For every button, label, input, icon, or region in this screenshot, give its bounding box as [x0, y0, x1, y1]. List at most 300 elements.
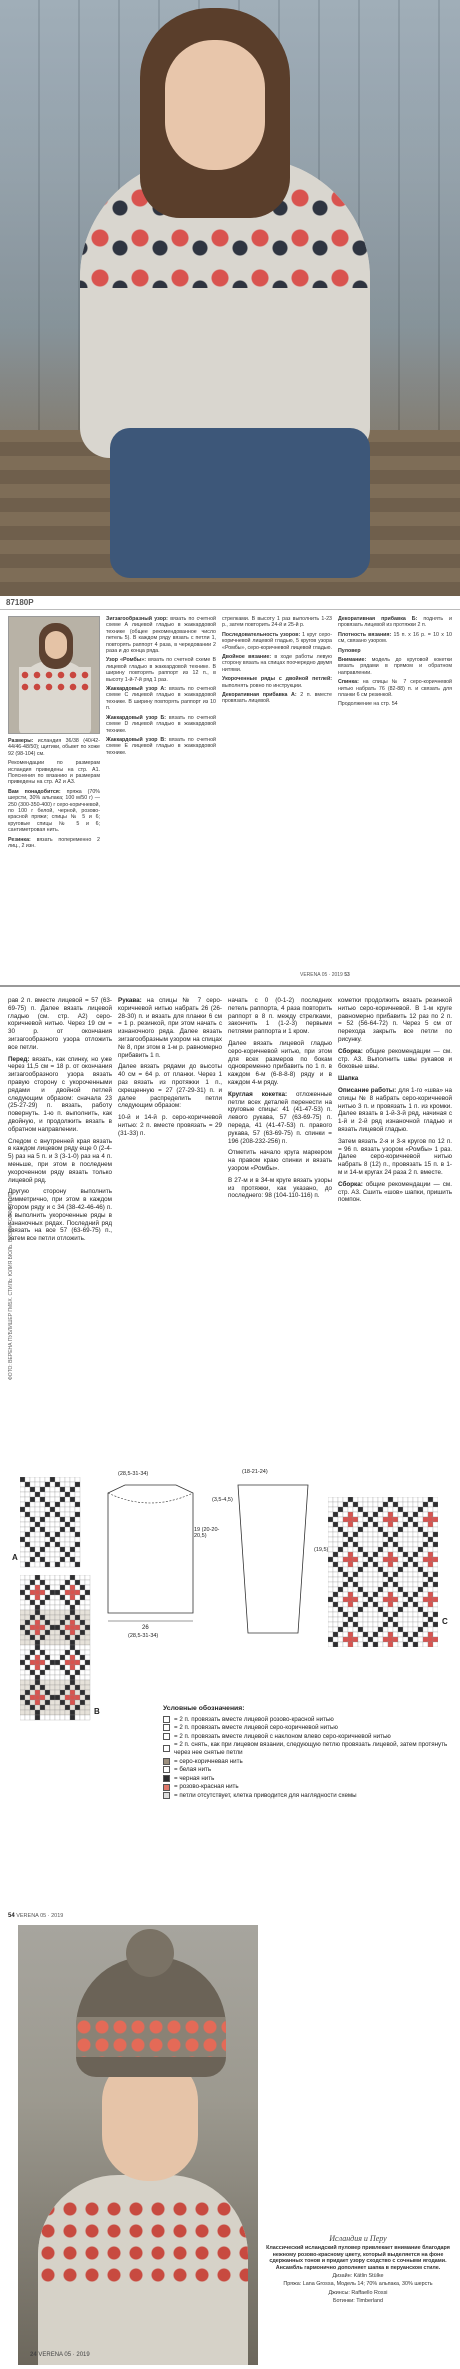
chart-cell — [40, 1482, 45, 1487]
chart-cell — [433, 1597, 438, 1602]
chart-cell — [373, 1552, 378, 1557]
chart-cell — [433, 1627, 438, 1632]
chart-cell — [50, 1522, 55, 1527]
chart-cell — [418, 1582, 423, 1587]
paragraph — [228, 1177, 332, 1200]
chart-cell — [433, 1562, 438, 1567]
chart-cell — [388, 1577, 393, 1582]
chart-cell — [45, 1542, 50, 1547]
chart-cell — [378, 1532, 383, 1537]
chart-cell — [45, 1660, 50, 1665]
chart-cell — [65, 1650, 70, 1655]
chart-cell — [40, 1665, 45, 1670]
chart-cell — [433, 1612, 438, 1617]
chart-cell — [343, 1567, 348, 1572]
chart-cell — [35, 1502, 40, 1507]
chart-cell — [388, 1517, 393, 1522]
chart-cell — [348, 1597, 353, 1602]
chart-cell — [333, 1537, 338, 1542]
chart-cell — [85, 1660, 90, 1665]
chart-cell — [65, 1542, 70, 1547]
chart-cell — [35, 1527, 40, 1532]
chart-cell — [20, 1650, 25, 1655]
caption-body: Классический исландский пуловер привлекает внимание благодаря нежному розово-красному цвету, который выделяется на фоне сдержанных тонов и придает узору сходство с сочными ягодами. Ансамбль гармонично дополняет шапка в перуанском стиле. — [266, 2245, 450, 2271]
chart-cell — [393, 1517, 398, 1522]
chart-cell — [398, 1607, 403, 1612]
chart-cell — [418, 1537, 423, 1542]
chart-cell — [55, 1665, 60, 1670]
chart-cell — [408, 1612, 413, 1617]
chart-cell — [348, 1527, 353, 1532]
chart-cell — [363, 1557, 368, 1562]
chart-cell — [25, 1635, 30, 1640]
paragraph-text: кометки продолжить вязать резинкой нитью серо-коричневой. В 1-м круге равномерно прибавить 12 раз по 2 п. = 52 (56-64-72) п. Через 5 см от перехода закрыть все петли по рисунку. — [338, 997, 452, 1043]
dim-side: (3,5-4,5) — [212, 1497, 233, 1503]
chart-cell — [80, 1685, 85, 1690]
chart-cell — [35, 1477, 40, 1482]
chart-cell — [20, 1497, 25, 1502]
chart-cell — [55, 1585, 60, 1590]
chart-cell — [40, 1650, 45, 1655]
chart-cell — [388, 1497, 393, 1502]
chart-cell — [45, 1532, 50, 1537]
chart-cell — [393, 1637, 398, 1642]
chart-cell — [60, 1700, 65, 1705]
chart-cell — [85, 1585, 90, 1590]
chart-cell — [368, 1507, 373, 1512]
chart-cell — [353, 1557, 358, 1562]
chart-cell — [65, 1605, 70, 1610]
chart-cell — [85, 1650, 90, 1655]
chart-cell — [70, 1492, 75, 1497]
chart-cell — [55, 1675, 60, 1680]
legend-item — [163, 1724, 453, 1732]
chart-cell — [70, 1645, 75, 1650]
chart-cell — [338, 1637, 343, 1642]
chart-cell — [348, 1517, 353, 1522]
chart-cell — [358, 1577, 363, 1582]
chart-cell — [408, 1622, 413, 1627]
chart-cell — [50, 1502, 55, 1507]
chart-cell — [433, 1587, 438, 1592]
chart-cell — [408, 1637, 413, 1642]
chart-cell — [418, 1532, 423, 1537]
chart-cell — [398, 1627, 403, 1632]
chart-cell — [348, 1627, 353, 1632]
chart-cell — [50, 1660, 55, 1665]
chart-cell — [343, 1532, 348, 1537]
chart-cell — [45, 1600, 50, 1605]
paragraph-text: вязать по счетной схеме В лицевой гладью в жаккардовой технике. В ширину повторять раппорт из 12 п., в высоту 1-й-7-й ряд 1 раз. — [106, 657, 216, 683]
chart-cell — [55, 1700, 60, 1705]
chart-cell — [423, 1542, 428, 1547]
chart-cell — [80, 1705, 85, 1710]
chart-cell — [378, 1627, 383, 1632]
chart-cell — [70, 1690, 75, 1695]
chart-cell — [60, 1532, 65, 1537]
chart-cell — [358, 1587, 363, 1592]
chart-cell — [423, 1572, 428, 1577]
chart-cell — [85, 1695, 90, 1700]
chart-cell — [75, 1482, 80, 1487]
chart-cell — [373, 1592, 378, 1597]
chart-cell — [55, 1497, 60, 1502]
body-outline — [108, 1485, 193, 1613]
chart-cell — [423, 1522, 428, 1527]
chart-cell — [423, 1577, 428, 1582]
chart-cell — [338, 1512, 343, 1517]
paragraph-text: Рекомендации по размерам исландия приведены на стр. А1. Пояснения по вязанию и размерам приведены на стр. А2 и А3. — [8, 760, 100, 786]
chart-cell — [55, 1605, 60, 1610]
chart-cell — [45, 1620, 50, 1625]
chart-cell — [428, 1572, 433, 1577]
sleeve-schematic — [228, 1473, 318, 1643]
chart-cell — [373, 1537, 378, 1542]
chart-cell — [85, 1595, 90, 1600]
chart-cell — [353, 1562, 358, 1567]
chart-cell — [378, 1582, 383, 1587]
chart-cell — [40, 1640, 45, 1645]
chart-cell — [80, 1625, 85, 1630]
chart-cell — [25, 1595, 30, 1600]
chart-cell — [35, 1640, 40, 1645]
chart-cell — [35, 1705, 40, 1710]
chart-cell — [65, 1517, 70, 1522]
chart-cell — [40, 1537, 45, 1542]
page2-column-2 — [118, 997, 222, 1467]
chart-cell — [393, 1537, 398, 1542]
chart-cell — [393, 1582, 398, 1587]
chart-cell — [30, 1665, 35, 1670]
chart-cell — [75, 1670, 80, 1675]
chart-cell — [65, 1595, 70, 1600]
page1-column-2 — [106, 616, 216, 974]
chart-cell — [393, 1587, 398, 1592]
chart-cell — [20, 1680, 25, 1685]
chart-cell — [55, 1522, 60, 1527]
chart-cell — [388, 1617, 393, 1622]
chart-cell — [413, 1627, 418, 1632]
paragraph — [8, 760, 100, 786]
chart-cell — [358, 1642, 363, 1647]
chart-cell — [433, 1592, 438, 1597]
chart-cell — [388, 1512, 393, 1517]
chart-cell — [423, 1512, 428, 1517]
chart-cell — [378, 1612, 383, 1617]
chart-cell — [65, 1580, 70, 1585]
chart-cell — [428, 1557, 433, 1562]
chart-cell — [25, 1710, 30, 1715]
chart-cell — [55, 1680, 60, 1685]
chart-cell — [343, 1512, 348, 1517]
chart-cell — [333, 1597, 338, 1602]
chart-cell — [388, 1622, 393, 1627]
chart-cell — [35, 1665, 40, 1670]
chart-cell — [40, 1507, 45, 1512]
chart-cell — [388, 1547, 393, 1552]
chart-cell — [50, 1497, 55, 1502]
chart-b — [20, 1575, 92, 1721]
chart-cell — [338, 1557, 343, 1562]
chart-cell — [30, 1695, 35, 1700]
model-figure — [70, 8, 390, 568]
chart-cell — [30, 1482, 35, 1487]
chart-cell — [60, 1665, 65, 1670]
chart-cell — [25, 1655, 30, 1660]
chart-cell — [40, 1532, 45, 1537]
chart-cell — [418, 1547, 423, 1552]
chart-cell — [55, 1630, 60, 1635]
chart-cell — [30, 1517, 35, 1522]
chart-cell — [55, 1482, 60, 1487]
chart-cell — [398, 1582, 403, 1587]
chart-cell — [343, 1562, 348, 1567]
chart-cell — [328, 1622, 333, 1627]
chart-cell — [383, 1532, 388, 1537]
chart-cell — [50, 1532, 55, 1537]
chart-cell — [348, 1557, 353, 1562]
chart-cell — [328, 1517, 333, 1522]
chart-cell — [398, 1522, 403, 1527]
chart-cell — [413, 1597, 418, 1602]
chart-cell — [30, 1705, 35, 1710]
paragraph — [338, 1138, 452, 1177]
chart-cell — [25, 1660, 30, 1665]
legend-title: Условные обозначения: — [163, 1705, 245, 1712]
chart-cell — [75, 1695, 80, 1700]
chart-cell — [55, 1650, 60, 1655]
chart-cell — [60, 1497, 65, 1502]
chart-cell — [55, 1595, 60, 1600]
chart-cell — [333, 1552, 338, 1557]
chart-cell — [363, 1612, 368, 1617]
chart-cell — [60, 1675, 65, 1680]
chart-cell — [45, 1527, 50, 1532]
chart-cell — [368, 1527, 373, 1532]
chart-cell — [30, 1512, 35, 1517]
chart-cell — [433, 1542, 438, 1547]
chart-cell — [40, 1477, 45, 1482]
chart-cell — [65, 1590, 70, 1595]
chart-cell — [75, 1680, 80, 1685]
chart-cell — [338, 1617, 343, 1622]
chart-cell — [25, 1695, 30, 1700]
model-face — [165, 40, 265, 170]
chart-cell — [373, 1497, 378, 1502]
paragraph-heading: Жаккардовый узор В: — [106, 736, 169, 743]
caption-jeans: Джинсы: Raffaello Rossi — [328, 2289, 388, 2296]
chart-cell — [35, 1585, 40, 1590]
chart-cell — [428, 1592, 433, 1597]
chart-cell — [50, 1635, 55, 1640]
chart-cell — [418, 1517, 423, 1522]
chart-cell — [348, 1542, 353, 1547]
chart-cell — [333, 1527, 338, 1532]
paragraph-text: Далее вязать рядами до высоты 40 см = 64 р. от планки. Через 1 раз вязать из протяжки 1 п., скрещенную = 27 (27-29-31) п. и далее распределить петли следующим образом: — [118, 1063, 222, 1110]
chart-cell — [353, 1552, 358, 1557]
paragraph-text: 15 п. х 16 р. = 10 х 10 см, связано узором. — [338, 631, 452, 645]
chart-cell — [70, 1557, 75, 1562]
chart-cell — [433, 1557, 438, 1562]
chart-cell — [328, 1552, 333, 1557]
chart-cell — [353, 1517, 358, 1522]
chart-cell — [338, 1502, 343, 1507]
chart-cell — [393, 1632, 398, 1637]
chart-cell — [60, 1502, 65, 1507]
chart-cell — [55, 1552, 60, 1557]
chart-cell — [55, 1670, 60, 1675]
chart-cell — [30, 1522, 35, 1527]
chart-cell — [40, 1685, 45, 1690]
chart-cell — [65, 1557, 70, 1562]
chart-cell — [393, 1592, 398, 1597]
chart-cell — [358, 1617, 363, 1622]
chart-cell — [428, 1632, 433, 1637]
chart-cell — [373, 1507, 378, 1512]
paragraph — [338, 701, 452, 707]
chart-cell — [388, 1552, 393, 1557]
chart-cell — [378, 1572, 383, 1577]
paragraph — [338, 1075, 452, 1083]
paragraph-text: поднять и провязать лицевой из протяжки 2 п. — [338, 616, 452, 629]
chart-cell — [80, 1675, 85, 1680]
chart-cell — [20, 1710, 25, 1715]
chart-cell — [353, 1497, 358, 1502]
chart-cell — [25, 1625, 30, 1630]
paragraph-text: Затем вязать 2-я и 3-я кругов по 12 п. = 96 п. вязать узором «Ромбы» 1 раз. Далее серо-коричневой нитью набрать 8 (12) п., провязать 15 п. в 1-м и 14-м кругах 24 раза 2 п. вместе. — [338, 1137, 452, 1176]
chart-cell — [45, 1675, 50, 1680]
chart-cell — [413, 1557, 418, 1562]
chart-cell — [423, 1637, 428, 1642]
chart-cell — [328, 1512, 333, 1517]
chart-cell — [45, 1537, 50, 1542]
chart-cell — [40, 1547, 45, 1552]
page2-column-3 — [228, 997, 332, 1467]
chart-cell — [25, 1690, 30, 1695]
chart-cell — [333, 1507, 338, 1512]
chart-cell — [55, 1695, 60, 1700]
chart-cell — [433, 1602, 438, 1607]
chart-cell — [35, 1600, 40, 1605]
paragraph-heading: Размеры: — [8, 738, 38, 744]
chart-cell — [60, 1562, 65, 1567]
chart-cell — [433, 1502, 438, 1507]
chart-cell — [20, 1705, 25, 1710]
chart-cell — [398, 1602, 403, 1607]
chart-cell — [80, 1605, 85, 1610]
chart-cell — [333, 1567, 338, 1572]
chart-cell — [70, 1605, 75, 1610]
chart-cell — [75, 1522, 80, 1527]
chart-cell — [50, 1590, 55, 1595]
chart-cell — [353, 1537, 358, 1542]
paragraph-text: Продолжение на стр. 54 — [338, 701, 398, 708]
chart-cell — [423, 1567, 428, 1572]
paragraph-text: рав 2 п. вместе лицевой = 57 (63-69-75) п. Далее вязать лицевой гладью (см. стр. А2) серо-коричневой нитью. Через 19 см = 30 р. от окончания зигзагообразного узора отложить все петли. — [8, 997, 112, 1051]
chart-cell — [433, 1607, 438, 1612]
chart-cell — [50, 1492, 55, 1497]
chart-cell — [403, 1572, 408, 1577]
chart-cell — [60, 1590, 65, 1595]
chart-cell — [60, 1655, 65, 1660]
chart-cell — [40, 1600, 45, 1605]
chart-cell — [50, 1600, 55, 1605]
chart-cell — [358, 1557, 363, 1562]
chart-cell — [40, 1487, 45, 1492]
paragraph-heading: Сборка: — [338, 1180, 366, 1188]
chart-cell — [35, 1522, 40, 1527]
legend-item — [163, 1741, 453, 1756]
chart-cell — [25, 1482, 30, 1487]
chart-cell — [433, 1507, 438, 1512]
chart-cell — [35, 1487, 40, 1492]
chart-cell — [348, 1632, 353, 1637]
chart-cell — [368, 1547, 373, 1552]
chart-cell — [363, 1552, 368, 1557]
chart-cell — [60, 1605, 65, 1610]
chart-cell — [85, 1655, 90, 1660]
chart-cell — [55, 1645, 60, 1650]
chart-cell — [40, 1615, 45, 1620]
chart-cell — [373, 1572, 378, 1577]
chart-cell — [338, 1632, 343, 1637]
chart-cell — [70, 1585, 75, 1590]
paragraph-text: стрелками. В высоту 1 раз выполнить 1-23 р., затем повторить 24-й и 25-й р. — [222, 616, 332, 629]
chart-cell — [378, 1577, 383, 1582]
chart-cell — [428, 1507, 433, 1512]
chart-cell — [80, 1615, 85, 1620]
chart-cell — [368, 1552, 373, 1557]
chart-cell — [50, 1547, 55, 1552]
chart-cell — [20, 1575, 25, 1580]
bottom-issue: 05 · 2019 — [64, 2352, 90, 2358]
chart-cell — [388, 1587, 393, 1592]
chart-cell — [348, 1512, 353, 1517]
chart-cell — [75, 1547, 80, 1552]
chart-cell — [433, 1527, 438, 1532]
chart-cell — [428, 1622, 433, 1627]
chart-cell — [85, 1710, 90, 1715]
chart-cell — [328, 1597, 333, 1602]
paragraph — [106, 616, 216, 654]
chart-cell — [343, 1582, 348, 1587]
chart-cell — [35, 1537, 40, 1542]
chart-cell — [70, 1685, 75, 1690]
paragraph-text: для 1-го «шва» на спицы № 8 набрать серо-коричневой нитью 3 п. и провязать 1 п. из кромки. Далее вязать в 1-й-3-й ряд, начиная с 1-й и 2-й ряд изнаночной гладью и вязать лицевой гладью. — [338, 1086, 452, 1133]
chart-cell — [358, 1582, 363, 1587]
chart-cell — [393, 1527, 398, 1532]
chart-cell — [70, 1680, 75, 1685]
chart-cell — [363, 1537, 368, 1542]
chart-cell — [30, 1562, 35, 1567]
chart-cell — [45, 1580, 50, 1585]
chart-cell — [75, 1625, 80, 1630]
chart-cell — [413, 1532, 418, 1537]
chart-cell — [20, 1547, 25, 1552]
chart-cell — [40, 1585, 45, 1590]
chart-cell — [343, 1542, 348, 1547]
chart-cell — [418, 1627, 423, 1632]
chart-cell — [418, 1542, 423, 1547]
chart-cell — [368, 1557, 373, 1562]
chart-cell — [25, 1615, 30, 1620]
chart-cell — [55, 1615, 60, 1620]
chart-cell — [363, 1497, 368, 1502]
chart-cell — [40, 1655, 45, 1660]
chart-cell — [348, 1497, 353, 1502]
chart-cell — [65, 1482, 70, 1487]
chart-cell — [403, 1597, 408, 1602]
